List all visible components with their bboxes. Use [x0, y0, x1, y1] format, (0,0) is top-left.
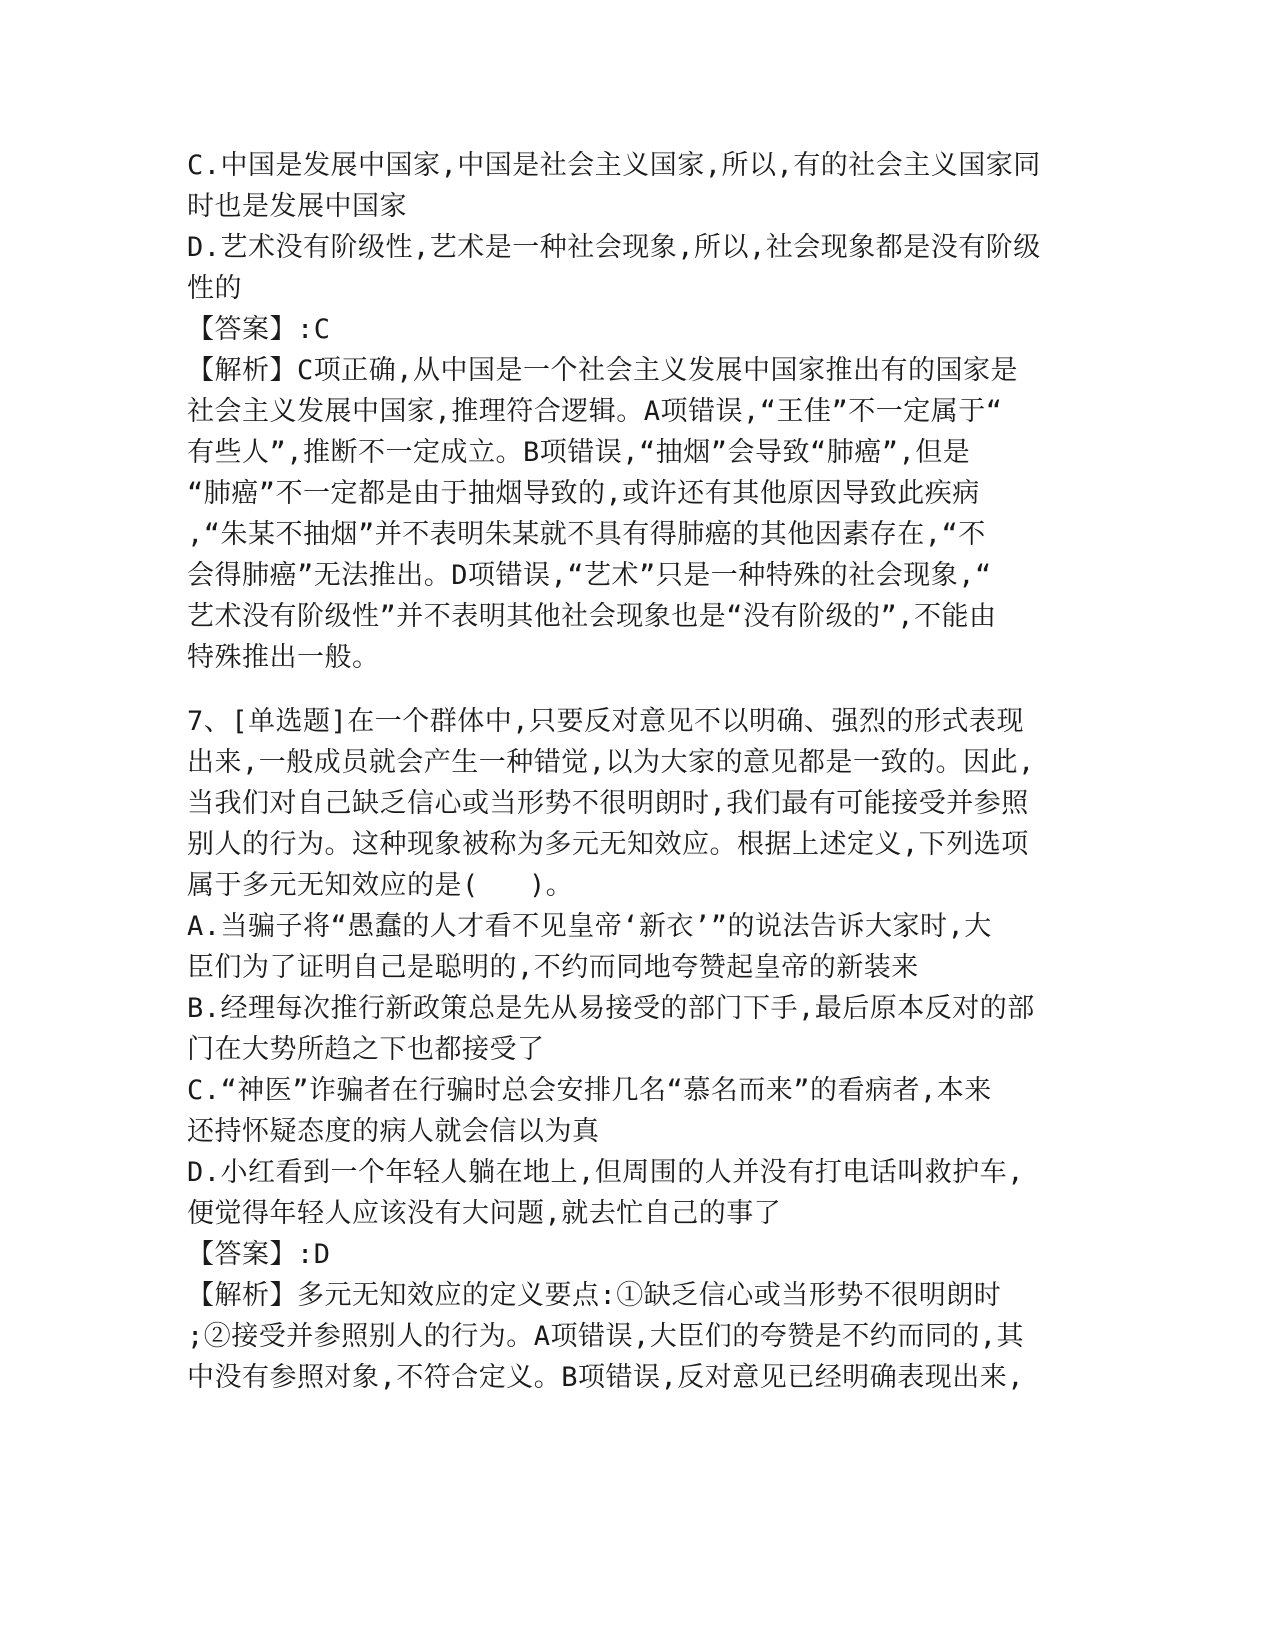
text-line: C.中国是发展中国家,中国是社会主义国家,所以,有的社会主义国家同: [187, 150, 1041, 181]
text-line: 会得肺癌”无法推出。D项错误,“艺术”只是一种特殊的社会现象,“: [187, 560, 992, 591]
answer-line: 【答案】:C: [187, 314, 331, 345]
option-line: D.小红看到一个年轻人躺在地上,但周围的人并没有打电话叫救护车,: [187, 1157, 1025, 1188]
text-line: 当我们对自己缺乏信心或当形势不很明朗时,我们最有可能接受并参照: [187, 788, 1029, 819]
text-line: 特殊推出一般。: [187, 642, 380, 673]
text-line: ;②接受并参照别人的行为。A项错误,大臣们的夸赞是不约而同的,其: [187, 1321, 1025, 1352]
text-line: 便觉得年轻人应该没有大问题,就去忙自己的事了: [187, 1198, 782, 1229]
option-line: C.“神医”诈骗者在行骗时总会安排几名“慕名而来”的看病者,本来: [187, 1075, 992, 1106]
text-line: D.艺术没有阶级性,艺术是一种社会现象,所以,社会现象都是没有阶级: [187, 232, 1041, 263]
text-line: 有些人”,推断不一定成立。B项错误,“抽烟”会导致“肺癌”,但是: [187, 437, 971, 468]
text-line: 还持怀疑态度的病人就会信以为真: [187, 1116, 600, 1147]
text-line: 时也是发展中国家: [187, 191, 407, 222]
text-line: 艺术没有阶级性”并不表明其他社会现象也是“没有阶级的”,不能由: [187, 601, 997, 632]
text-line: ,“朱某不抽烟”并不表明朱某就不具有得肺癌的其他因素存在,“不: [187, 519, 986, 550]
text-line: 性的: [187, 273, 242, 304]
text-line: 中没有参照对象,不符合定义。B项错误,反对意见已经明确表现出来,: [187, 1362, 1025, 1393]
text-line: 门在大势所趋之下也都接受了: [187, 1034, 545, 1065]
text-line: 出来,一般成员就会产生一种错觉,以为大家的意见都是一致的。因此,: [187, 747, 1035, 778]
explanation-line: 【解析】C项正确,从中国是一个社会主义发展中国家推出有的国家是: [187, 355, 1019, 386]
answer-line: 【答案】:D: [187, 1239, 331, 1270]
text-line: 属于多元无知效应的是( )。: [187, 870, 574, 901]
option-line: A.当骗子将“愚蠢的人才看不见皇帝‘新衣’”的说法告诉大家时,大: [187, 911, 992, 942]
text-line: 社会主义发展中国家,推理符合逻辑。A项错误,“王佳”不一定属于“: [187, 396, 1003, 427]
explanation-line: 【解析】多元无知效应的定义要点:①缺乏信心或当形势不很明朗时: [187, 1280, 1002, 1311]
text-line: 别人的行为。这种现象被称为多元无知效应。根据上述定义,下列选项: [187, 829, 1029, 860]
option-line: B.经理每次推行新政策总是先从易接受的部门下手,最后原本反对的部: [187, 993, 1035, 1024]
text-line: 臣们为了证明自己是聪明的,不约而同地夸赞起皇帝的新装来: [187, 952, 919, 983]
question-line: 7、[单选题]在一个群体中,只要反对意见不以明确、强烈的形式表现: [187, 706, 1025, 737]
text-line: “肺癌”不一定都是由于抽烟导致的,或许还有其他原因导致此疾病: [187, 478, 980, 509]
